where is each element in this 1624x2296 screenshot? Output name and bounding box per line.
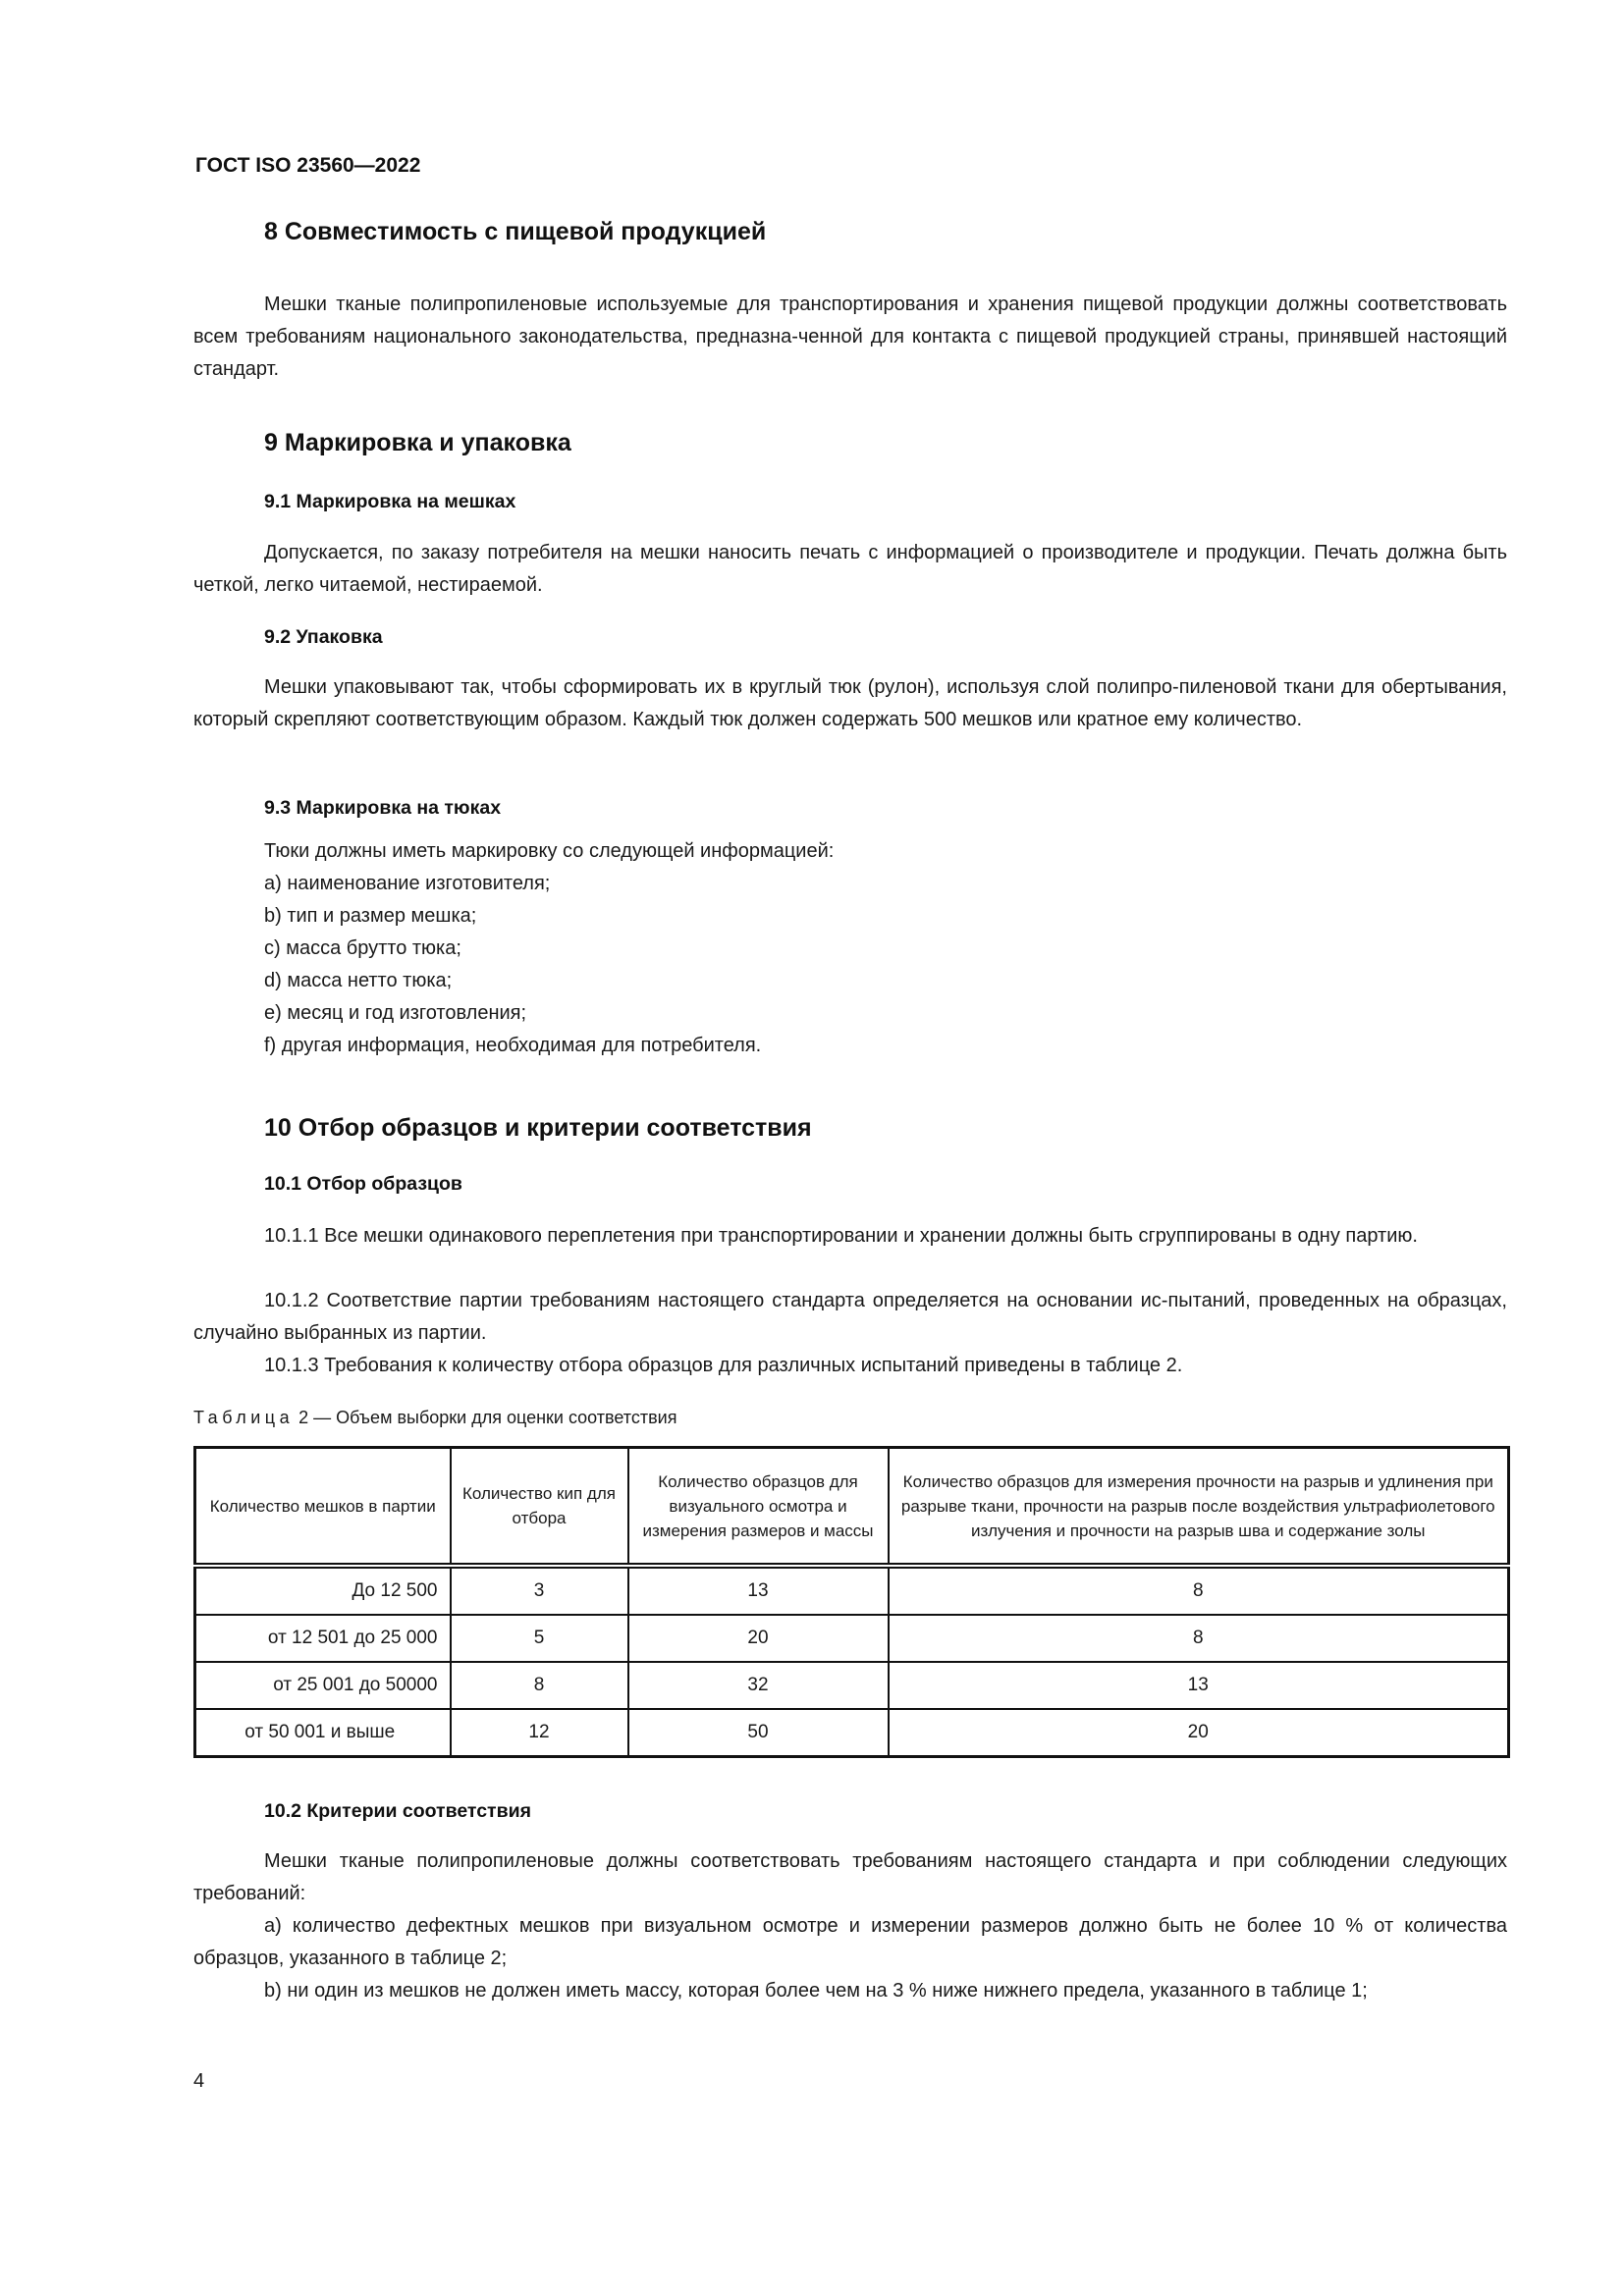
section-9-2-body: Мешки упаковывают так, чтобы сформировать их в круглый тюк (рулон), используя слой полипро-пиленовой ткани для обертывания, который скрепляют соответствующим образом. Каждый тюк должен содержать 500 мешков или кратное ему количество.: [193, 676, 1507, 730]
section-10-2-body: Мешки тканые полипропиленовые должны соответствовать требованиям настоящего стандарта и при соблюдении следующих требований:: [193, 1850, 1507, 1904]
section-9-heading: 9 Маркировка и упаковка: [264, 429, 571, 456]
cell-bag-count: от 25 001 до 50000: [195, 1662, 451, 1709]
list-item: a) наименование изготовителя;: [264, 873, 551, 894]
section-10-2-heading: 10.2 Критерии соответствия: [264, 1800, 531, 1822]
cell-bag-count: До 12 500: [195, 1566, 451, 1615]
section-10-1-3-body: 10.1.3 Требования к количеству отбора образцов для различных испытаний приведены в таблице 2.: [264, 1355, 1183, 1376]
column-header-strength-samples: Количество образцов для измерения прочности на разрыв и удлинения при разрыве ткани, прочности на разрыв после воздействия ультрафиолетового излучения и прочности на разрыв шва и содержание золы: [889, 1448, 1509, 1567]
cell-strength-samples: 8: [889, 1566, 1509, 1615]
table-row: [195, 1566, 1509, 1615]
section-10-1-1-body: 10.1.1 Все мешки одинакового переплетения при транспортировании и хранении должны быть сгруппированы в одну партию.: [264, 1225, 1418, 1247]
list-item: e) месяц и год изготовления;: [264, 1002, 527, 1024]
cell-strength-samples: 20: [889, 1709, 1509, 1757]
table-row: [195, 1615, 1509, 1662]
list-item: f) другая информация, необходимая для потребителя.: [264, 1035, 762, 1056]
section-10-2-item-a: a) количество дефектных мешков при визуальном осмотре и измерении размеров должно быть не более 10 % от количества образцов, указанного в таблице 2;: [193, 1915, 1507, 1969]
table-row: [195, 1709, 1509, 1757]
list-item: d) масса нетто тюка;: [264, 970, 453, 991]
list-item: c) масса брутто тюка;: [264, 937, 461, 959]
cell-bag-count: от 12 501 до 25 000: [195, 1615, 451, 1662]
section-8-body: Мешки тканые полипропиленовые используемые для транспортирования и хранения пищевой продукции должны соответствовать всем требованиям национального законодательства, предназна-ченной для контакта с пищевой продукцией страны, принявшей настоящий стандарт.: [193, 294, 1507, 380]
section-10-1-2-body: 10.1.2 Соответствие партии требованиям настоящего стандарта определяется на основании ис-пытаний, проведенных на образцах, случайно выбранных из партии.: [193, 1290, 1507, 1344]
section-8-heading: 8 Совместимость с пищевой продукцией: [264, 218, 767, 245]
column-header-bale-count: Количество кип для отбора: [451, 1448, 628, 1567]
section-10-1-heading: 10.1 Отбор образцов: [264, 1173, 462, 1195]
table-header-row: [195, 1448, 1509, 1567]
table-row: [195, 1662, 1509, 1709]
section-9-1-body: Допускается, по заказу потребителя на мешки наносить печать с информацией о производителе и продукции. Печать должна быть четкой, легко читаемой, нестираемой.: [193, 542, 1507, 596]
cell-bale-count: 5: [451, 1615, 628, 1662]
section-9-1-heading: 9.1 Маркировка на мешках: [264, 491, 516, 512]
section-9-2-heading: 9.2 Упаковка: [264, 626, 383, 648]
document-header-id: ГОСТ ISO 23560—2022: [195, 154, 421, 177]
cell-visual-samples: 13: [628, 1566, 889, 1615]
cell-bag-count: от 50 001 и выше: [195, 1709, 451, 1757]
sample-size-table: [193, 1446, 1510, 1758]
column-header-visual-samples: Количество образцов для визуального осмотра и измерения размеров и массы: [628, 1448, 889, 1567]
section-10-heading: 10 Отбор образцов и критерии соответствия: [264, 1114, 812, 1142]
cell-strength-samples: 13: [889, 1662, 1509, 1709]
table-caption-title: 2 — Объем выборки для оценки соответствия: [294, 1408, 677, 1427]
list-item: b) тип и размер мешка;: [264, 905, 477, 927]
table-caption-label: Таблица: [193, 1408, 295, 1427]
column-header-bag-count: Количество мешков в партии: [195, 1448, 451, 1567]
cell-strength-samples: 8: [889, 1615, 1509, 1662]
section-10-2-item-b: b) ни один из мешков не должен иметь массу, которая более чем на 3 % ниже нижнего предела, указанного в таблице 1;: [264, 1980, 1368, 2002]
cell-visual-samples: 50: [628, 1709, 889, 1757]
section-9-3-heading: 9.3 Маркировка на тюках: [264, 797, 502, 819]
page-number: 4: [193, 2070, 205, 2092]
cell-bale-count: 8: [451, 1662, 628, 1709]
section-9-3-intro: Тюки должны иметь маркировку со следующей информацией:: [264, 840, 835, 862]
cell-bale-count: 3: [451, 1566, 628, 1615]
cell-bale-count: 12: [451, 1709, 628, 1757]
table-2-caption: [193, 1408, 677, 1428]
cell-visual-samples: 32: [628, 1662, 889, 1709]
cell-visual-samples: 20: [628, 1615, 889, 1662]
